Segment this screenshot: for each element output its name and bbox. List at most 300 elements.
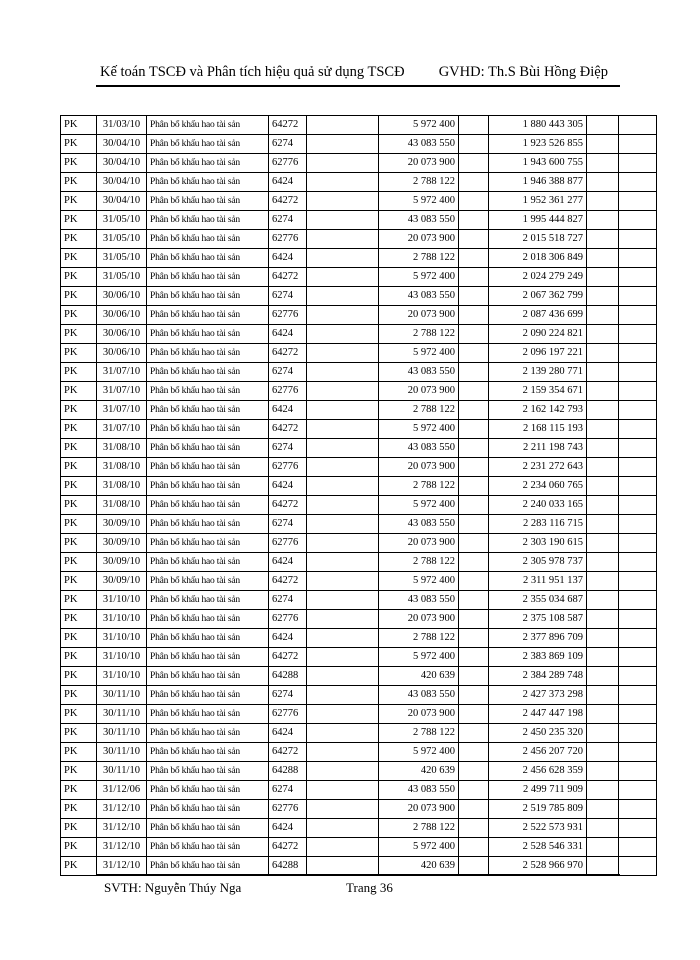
voucher-date-cell: 31/10/10: [97, 629, 147, 648]
extra-col-cell: [459, 344, 489, 363]
description-cell: Phân bổ khấu hao tài sản: [147, 306, 269, 325]
description-cell: Phân bổ khấu hao tài sản: [147, 211, 269, 230]
description-cell: Phân bổ khấu hao tài sản: [147, 553, 269, 572]
table-row: [61, 515, 657, 534]
extra-col-2-cell: [587, 154, 619, 173]
credit-amount-cell: 5 972 400: [379, 572, 459, 591]
extra-col-cell: [459, 287, 489, 306]
contra-account-cell: 62776: [269, 154, 307, 173]
table-row: [61, 648, 657, 667]
debit-amount-cell: [307, 344, 379, 363]
contra-account-cell: 6424: [269, 819, 307, 838]
ledger-table: [60, 115, 657, 876]
table-row: [61, 705, 657, 724]
contra-account-cell: 64272: [269, 344, 307, 363]
debit-amount-cell: [307, 306, 379, 325]
debit-amount-cell: [307, 819, 379, 838]
contra-account-cell: 6424: [269, 249, 307, 268]
credit-amount-cell: 2 788 122: [379, 325, 459, 344]
contra-account-cell: 64272: [269, 268, 307, 287]
description-cell: Phân bổ khấu hao tài sản: [147, 173, 269, 192]
voucher-date-cell: 30/09/10: [97, 553, 147, 572]
balance-amount-cell: 2 159 354 671: [489, 382, 587, 401]
extra-col-2-cell: [587, 591, 619, 610]
table-row: [61, 477, 657, 496]
table-row: [61, 401, 657, 420]
extra-col-3-cell: [619, 591, 657, 610]
extra-col-cell: [459, 857, 489, 876]
credit-amount-cell: 20 073 900: [379, 800, 459, 819]
extra-col-cell: [459, 268, 489, 287]
credit-amount-cell: 2 788 122: [379, 477, 459, 496]
voucher-type-cell: PK: [61, 458, 97, 477]
voucher-type-cell: PK: [61, 135, 97, 154]
contra-account-cell: 62776: [269, 230, 307, 249]
voucher-date-cell: 30/11/10: [97, 686, 147, 705]
voucher-type-cell: PK: [61, 420, 97, 439]
extra-col-3-cell: [619, 230, 657, 249]
balance-amount-cell: 2 519 785 809: [489, 800, 587, 819]
balance-amount-cell: 2 375 108 587: [489, 610, 587, 629]
table-row: [61, 116, 657, 135]
description-cell: Phân bổ khấu hao tài sản: [147, 743, 269, 762]
credit-amount-cell: 5 972 400: [379, 344, 459, 363]
debit-amount-cell: [307, 591, 379, 610]
balance-amount-cell: 2 168 115 193: [489, 420, 587, 439]
description-cell: Phân bổ khấu hao tài sản: [147, 819, 269, 838]
voucher-type-cell: PK: [61, 800, 97, 819]
balance-amount-cell: 2 096 197 221: [489, 344, 587, 363]
debit-amount-cell: [307, 705, 379, 724]
extra-col-2-cell: [587, 667, 619, 686]
extra-col-2-cell: [587, 686, 619, 705]
voucher-type-cell: PK: [61, 116, 97, 135]
debit-amount-cell: [307, 743, 379, 762]
voucher-date-cell: 31/08/10: [97, 439, 147, 458]
description-cell: Phân bổ khấu hao tài sản: [147, 420, 269, 439]
extra-col-cell: [459, 363, 489, 382]
debit-amount-cell: [307, 382, 379, 401]
balance-amount-cell: 1 995 444 827: [489, 211, 587, 230]
balance-amount-cell: 1 943 600 755: [489, 154, 587, 173]
extra-col-cell: [459, 439, 489, 458]
description-cell: Phân bổ khấu hao tài sản: [147, 401, 269, 420]
table-row: [61, 857, 657, 876]
debit-amount-cell: [307, 154, 379, 173]
debit-amount-cell: [307, 363, 379, 382]
extra-col-cell: [459, 496, 489, 515]
extra-col-cell: [459, 610, 489, 629]
voucher-type-cell: PK: [61, 534, 97, 553]
debit-amount-cell: [307, 135, 379, 154]
extra-col-cell: [459, 135, 489, 154]
extra-col-3-cell: [619, 173, 657, 192]
student-name: SVTH: Nguyễn Thúy Nga: [104, 880, 242, 895]
voucher-date-cell: 30/09/10: [97, 515, 147, 534]
description-cell: Phân bổ khấu hao tài sản: [147, 382, 269, 401]
credit-amount-cell: 20 073 900: [379, 534, 459, 553]
contra-account-cell: 64288: [269, 857, 307, 876]
voucher-type-cell: PK: [61, 553, 97, 572]
description-cell: Phân bổ khấu hao tài sản: [147, 287, 269, 306]
description-cell: Phân bổ khấu hao tài sản: [147, 686, 269, 705]
balance-amount-cell: 2 305 978 737: [489, 553, 587, 572]
credit-amount-cell: 43 083 550: [379, 211, 459, 230]
extra-col-2-cell: [587, 135, 619, 154]
debit-amount-cell: [307, 724, 379, 743]
voucher-type-cell: PK: [61, 287, 97, 306]
description-cell: Phân bổ khấu hao tài sản: [147, 116, 269, 135]
extra-col-cell: [459, 686, 489, 705]
extra-col-cell: [459, 667, 489, 686]
balance-amount-cell: 1 880 443 305: [489, 116, 587, 135]
extra-col-cell: [459, 762, 489, 781]
voucher-type-cell: PK: [61, 819, 97, 838]
table-row: [61, 211, 657, 230]
extra-col-3-cell: [619, 325, 657, 344]
voucher-type-cell: PK: [61, 781, 97, 800]
extra-col-3-cell: [619, 534, 657, 553]
contra-account-cell: 62776: [269, 306, 307, 325]
balance-amount-cell: 2 231 272 643: [489, 458, 587, 477]
voucher-date-cell: 31/05/10: [97, 211, 147, 230]
table-row: [61, 591, 657, 610]
description-cell: Phân bổ khấu hao tài sản: [147, 705, 269, 724]
voucher-date-cell: 31/07/10: [97, 420, 147, 439]
contra-account-cell: 62776: [269, 800, 307, 819]
voucher-date-cell: 31/08/10: [97, 496, 147, 515]
description-cell: Phân bổ khấu hao tài sản: [147, 781, 269, 800]
voucher-type-cell: PK: [61, 591, 97, 610]
balance-amount-cell: 2 018 306 849: [489, 249, 587, 268]
voucher-type-cell: PK: [61, 515, 97, 534]
voucher-type-cell: PK: [61, 743, 97, 762]
voucher-type-cell: PK: [61, 705, 97, 724]
voucher-date-cell: 30/06/10: [97, 325, 147, 344]
voucher-type-cell: PK: [61, 249, 97, 268]
contra-account-cell: 64272: [269, 648, 307, 667]
description-cell: Phân bổ khấu hao tài sản: [147, 135, 269, 154]
extra-col-cell: [459, 325, 489, 344]
contra-account-cell: 6424: [269, 173, 307, 192]
credit-amount-cell: 43 083 550: [379, 781, 459, 800]
debit-amount-cell: [307, 838, 379, 857]
extra-col-2-cell: [587, 249, 619, 268]
extra-col-2-cell: [587, 458, 619, 477]
document-title: Kế toán TSCĐ và Phân tích hiệu quả sử dụng TSCĐ: [100, 64, 405, 80]
extra-col-2-cell: [587, 439, 619, 458]
contra-account-cell: 6274: [269, 135, 307, 154]
voucher-date-cell: 30/11/10: [97, 724, 147, 743]
extra-col-3-cell: [619, 838, 657, 857]
extra-col-cell: [459, 154, 489, 173]
extra-col-cell: [459, 553, 489, 572]
table-row: [61, 667, 657, 686]
debit-amount-cell: [307, 287, 379, 306]
extra-col-2-cell: [587, 534, 619, 553]
description-cell: Phân bổ khấu hao tài sản: [147, 325, 269, 344]
credit-amount-cell: 2 788 122: [379, 173, 459, 192]
extra-col-cell: [459, 648, 489, 667]
ledger-body: [61, 116, 657, 876]
voucher-type-cell: PK: [61, 344, 97, 363]
description-cell: Phân bổ khấu hao tài sản: [147, 610, 269, 629]
table-row: [61, 306, 657, 325]
table-row: [61, 458, 657, 477]
extra-col-3-cell: [619, 629, 657, 648]
extra-col-cell: [459, 724, 489, 743]
voucher-date-cell: 30/11/10: [97, 743, 147, 762]
extra-col-cell: [459, 477, 489, 496]
credit-amount-cell: 5 972 400: [379, 838, 459, 857]
extra-col-2-cell: [587, 325, 619, 344]
credit-amount-cell: 420 639: [379, 762, 459, 781]
voucher-type-cell: PK: [61, 724, 97, 743]
balance-amount-cell: 2 283 116 715: [489, 515, 587, 534]
voucher-date-cell: 31/08/10: [97, 458, 147, 477]
extra-col-3-cell: [619, 401, 657, 420]
voucher-date-cell: 31/05/10: [97, 249, 147, 268]
extra-col-2-cell: [587, 610, 619, 629]
contra-account-cell: 62776: [269, 705, 307, 724]
credit-amount-cell: 43 083 550: [379, 515, 459, 534]
extra-col-3-cell: [619, 249, 657, 268]
debit-amount-cell: [307, 211, 379, 230]
voucher-date-cell: 31/12/10: [97, 838, 147, 857]
credit-amount-cell: 2 788 122: [379, 819, 459, 838]
extra-col-cell: [459, 781, 489, 800]
extra-col-cell: [459, 743, 489, 762]
voucher-type-cell: PK: [61, 173, 97, 192]
extra-col-3-cell: [619, 762, 657, 781]
extra-col-3-cell: [619, 439, 657, 458]
extra-col-3-cell: [619, 268, 657, 287]
extra-col-2-cell: [587, 838, 619, 857]
description-cell: Phân bổ khấu hao tài sản: [147, 648, 269, 667]
credit-amount-cell: 420 639: [379, 857, 459, 876]
extra-col-3-cell: [619, 116, 657, 135]
extra-col-3-cell: [619, 572, 657, 591]
table-row: [61, 382, 657, 401]
extra-col-2-cell: [587, 496, 619, 515]
extra-col-3-cell: [619, 610, 657, 629]
extra-col-3-cell: [619, 477, 657, 496]
table-row: [61, 838, 657, 857]
debit-amount-cell: [307, 515, 379, 534]
contra-account-cell: 6274: [269, 515, 307, 534]
voucher-date-cell: 31/08/10: [97, 477, 147, 496]
credit-amount-cell: 5 972 400: [379, 496, 459, 515]
contra-account-cell: 64288: [269, 667, 307, 686]
table-row: [61, 743, 657, 762]
voucher-type-cell: PK: [61, 192, 97, 211]
debit-amount-cell: [307, 648, 379, 667]
table-row: [61, 686, 657, 705]
debit-amount-cell: [307, 553, 379, 572]
balance-amount-cell: 2 528 966 970: [489, 857, 587, 876]
credit-amount-cell: 20 073 900: [379, 306, 459, 325]
voucher-type-cell: PK: [61, 610, 97, 629]
extra-col-2-cell: [587, 382, 619, 401]
debit-amount-cell: [307, 800, 379, 819]
voucher-date-cell: 31/07/10: [97, 382, 147, 401]
credit-amount-cell: 20 073 900: [379, 230, 459, 249]
voucher-date-cell: 30/06/10: [97, 344, 147, 363]
contra-account-cell: 6274: [269, 287, 307, 306]
extra-col-3-cell: [619, 553, 657, 572]
extra-col-cell: [459, 572, 489, 591]
extra-col-3-cell: [619, 648, 657, 667]
voucher-date-cell: 31/10/10: [97, 591, 147, 610]
description-cell: Phân bổ khấu hao tài sản: [147, 534, 269, 553]
voucher-date-cell: 31/05/10: [97, 268, 147, 287]
debit-amount-cell: [307, 249, 379, 268]
credit-amount-cell: 2 788 122: [379, 401, 459, 420]
description-cell: Phân bổ khấu hao tài sản: [147, 838, 269, 857]
contra-account-cell: 64288: [269, 762, 307, 781]
credit-amount-cell: 20 073 900: [379, 610, 459, 629]
voucher-date-cell: 31/10/10: [97, 667, 147, 686]
balance-amount-cell: 2 384 289 748: [489, 667, 587, 686]
table-row: [61, 496, 657, 515]
extra-col-cell: [459, 420, 489, 439]
debit-amount-cell: [307, 192, 379, 211]
extra-col-3-cell: [619, 382, 657, 401]
voucher-date-cell: 31/05/10: [97, 230, 147, 249]
debit-amount-cell: [307, 420, 379, 439]
extra-col-cell: [459, 116, 489, 135]
contra-account-cell: 6274: [269, 439, 307, 458]
credit-amount-cell: 5 972 400: [379, 268, 459, 287]
extra-col-cell: [459, 629, 489, 648]
balance-amount-cell: 2 377 896 709: [489, 629, 587, 648]
extra-col-2-cell: [587, 344, 619, 363]
extra-col-3-cell: [619, 192, 657, 211]
extra-col-cell: [459, 211, 489, 230]
voucher-date-cell: 30/04/10: [97, 154, 147, 173]
table-row: [61, 363, 657, 382]
description-cell: Phân bổ khấu hao tài sản: [147, 800, 269, 819]
extra-col-2-cell: [587, 268, 619, 287]
extra-col-cell: [459, 249, 489, 268]
contra-account-cell: 6274: [269, 686, 307, 705]
contra-account-cell: 64272: [269, 838, 307, 857]
contra-account-cell: 62776: [269, 610, 307, 629]
contra-account-cell: 6424: [269, 401, 307, 420]
balance-amount-cell: 2 427 373 298: [489, 686, 587, 705]
voucher-type-cell: PK: [61, 154, 97, 173]
credit-amount-cell: 43 083 550: [379, 686, 459, 705]
extra-col-cell: [459, 838, 489, 857]
extra-col-3-cell: [619, 154, 657, 173]
debit-amount-cell: [307, 781, 379, 800]
extra-col-3-cell: [619, 819, 657, 838]
balance-amount-cell: 2 450 235 320: [489, 724, 587, 743]
debit-amount-cell: [307, 230, 379, 249]
debit-amount-cell: [307, 686, 379, 705]
table-row: [61, 230, 657, 249]
extra-col-cell: [459, 591, 489, 610]
credit-amount-cell: 43 083 550: [379, 135, 459, 154]
table-row: [61, 439, 657, 458]
extra-col-cell: [459, 458, 489, 477]
voucher-type-cell: PK: [61, 629, 97, 648]
extra-col-cell: [459, 534, 489, 553]
description-cell: Phân bổ khấu hao tài sản: [147, 363, 269, 382]
credit-amount-cell: 5 972 400: [379, 116, 459, 135]
balance-amount-cell: 2 211 198 743: [489, 439, 587, 458]
balance-amount-cell: 2 499 711 909: [489, 781, 587, 800]
table-row: [61, 819, 657, 838]
contra-account-cell: 6274: [269, 781, 307, 800]
description-cell: Phân bổ khấu hao tài sản: [147, 762, 269, 781]
voucher-type-cell: PK: [61, 325, 97, 344]
extra-col-3-cell: [619, 515, 657, 534]
extra-col-2-cell: [587, 515, 619, 534]
voucher-date-cell: 30/06/10: [97, 306, 147, 325]
voucher-type-cell: PK: [61, 857, 97, 876]
credit-amount-cell: 43 083 550: [379, 439, 459, 458]
extra-col-cell: [459, 230, 489, 249]
balance-amount-cell: 2 090 224 821: [489, 325, 587, 344]
credit-amount-cell: 20 073 900: [379, 382, 459, 401]
voucher-date-cell: 30/09/10: [97, 534, 147, 553]
extra-col-2-cell: [587, 477, 619, 496]
page-header: [96, 64, 618, 84]
extra-col-2-cell: [587, 857, 619, 876]
debit-amount-cell: [307, 477, 379, 496]
extra-col-3-cell: [619, 363, 657, 382]
supervisor-name: GVHD: Th.S Bùi Hồng Điệp: [438, 64, 608, 80]
contra-account-cell: 64272: [269, 572, 307, 591]
extra-col-3-cell: [619, 458, 657, 477]
balance-amount-cell: 2 522 573 931: [489, 819, 587, 838]
voucher-date-cell: 31/12/06: [97, 781, 147, 800]
balance-amount-cell: 2 162 142 793: [489, 401, 587, 420]
extra-col-3-cell: [619, 705, 657, 724]
balance-amount-cell: 2 024 279 249: [489, 268, 587, 287]
table-row: [61, 268, 657, 287]
table-row: [61, 762, 657, 781]
extra-col-cell: [459, 819, 489, 838]
extra-col-2-cell: [587, 819, 619, 838]
extra-col-2-cell: [587, 572, 619, 591]
extra-col-3-cell: [619, 420, 657, 439]
extra-col-2-cell: [587, 211, 619, 230]
credit-amount-cell: 43 083 550: [379, 287, 459, 306]
balance-amount-cell: 1 923 526 855: [489, 135, 587, 154]
description-cell: Phân bổ khấu hao tài sản: [147, 572, 269, 591]
extra-col-3-cell: [619, 287, 657, 306]
table-row: [61, 781, 657, 800]
extra-col-2-cell: [587, 287, 619, 306]
contra-account-cell: 6424: [269, 553, 307, 572]
description-cell: Phân bổ khấu hao tài sản: [147, 458, 269, 477]
extra-col-cell: [459, 173, 489, 192]
balance-amount-cell: 2 087 436 699: [489, 306, 587, 325]
credit-amount-cell: 43 083 550: [379, 591, 459, 610]
description-cell: Phân bổ khấu hao tài sản: [147, 477, 269, 496]
voucher-date-cell: 31/03/10: [97, 116, 147, 135]
header-divider: [96, 85, 620, 87]
credit-amount-cell: 2 788 122: [379, 553, 459, 572]
balance-amount-cell: 2 383 869 109: [489, 648, 587, 667]
extra-col-2-cell: [587, 724, 619, 743]
voucher-type-cell: PK: [61, 211, 97, 230]
voucher-type-cell: PK: [61, 306, 97, 325]
extra-col-cell: [459, 401, 489, 420]
voucher-date-cell: 30/04/10: [97, 173, 147, 192]
